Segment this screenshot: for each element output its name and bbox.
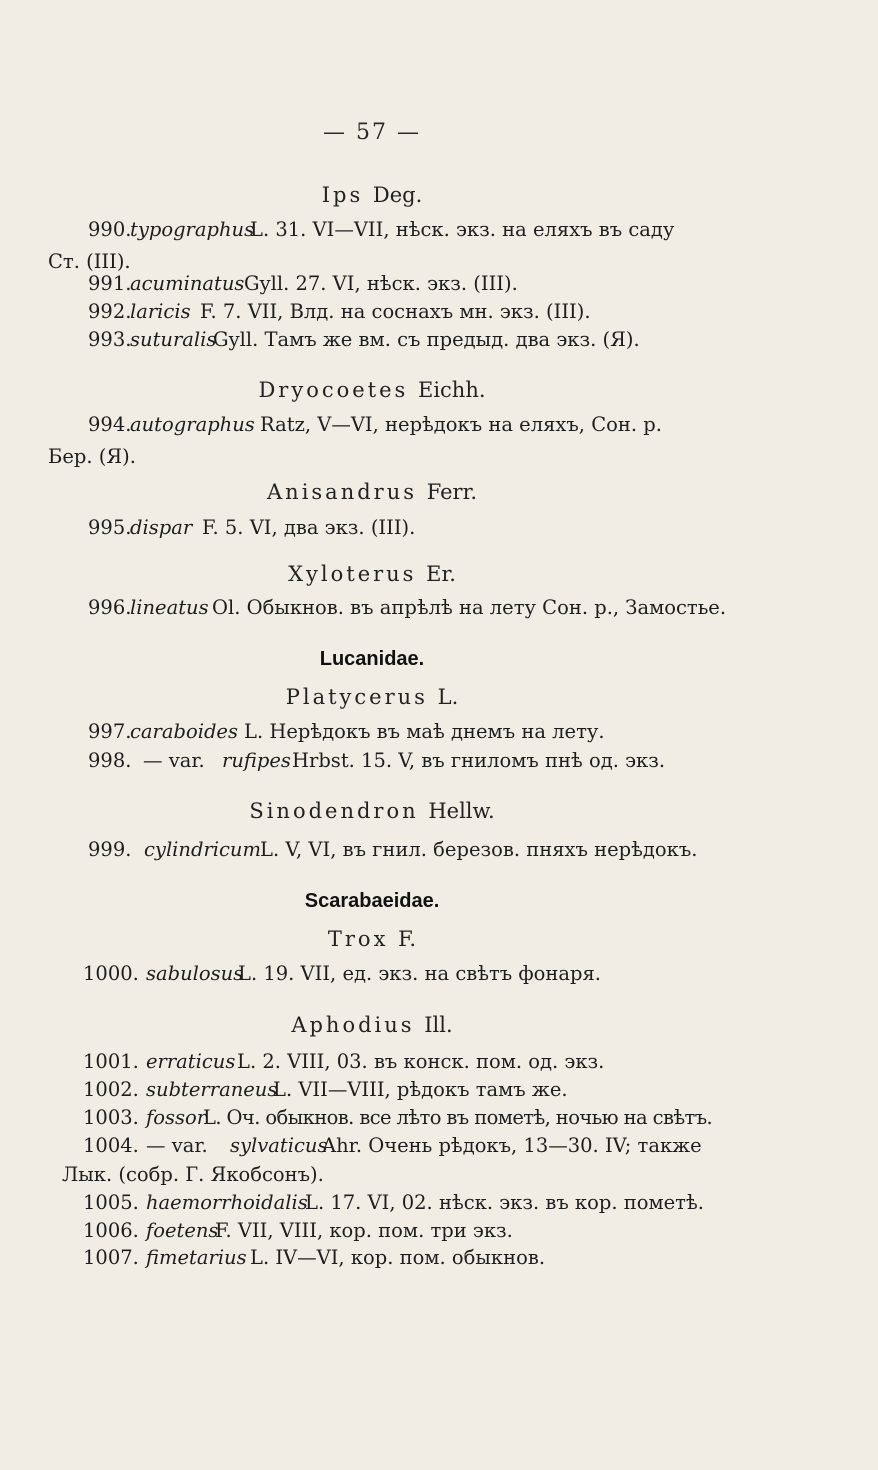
entry-continuation: Лык. (собр. Г. Якобсонъ). [62, 1163, 324, 1186]
entry-number: 1001. [83, 1050, 139, 1073]
genus-author: Deg. [372, 183, 423, 207]
entry-number: 999. [88, 838, 132, 861]
entry-number: 998. [88, 749, 132, 772]
entry-text: Gyll. Тамъ же вм. съ предыд. два экз. (Я). [213, 328, 640, 351]
genus-heading-trox [0, 927, 744, 951]
entry-number: 1006. [83, 1219, 139, 1242]
genus-author: Eichh. [418, 378, 486, 402]
genus-heading-ips [0, 183, 744, 207]
genus-heading-aphodius [0, 1013, 744, 1037]
entry-prefix: — var. [143, 749, 205, 772]
genus-name: Sinodendron [249, 799, 419, 823]
species-name: haemorrhoidalis [146, 1191, 308, 1214]
species-name: dispar [130, 516, 193, 539]
genus-author: Ill. [424, 1013, 453, 1037]
genus-name: Xyloterus [288, 562, 417, 586]
entry-text: Ol. Обыкнов. въ апрѣлѣ на лету Сон. р., Замостье. [212, 596, 727, 619]
entry-number: 1000. [83, 962, 139, 985]
genus-heading-dryocoetes [0, 378, 744, 402]
genus-name: Trox [327, 927, 389, 951]
species-name: fimetarius [146, 1246, 247, 1269]
entry-number: 996. [88, 596, 132, 619]
species-name: autographus [130, 413, 255, 436]
genus-author: Ferr. [426, 480, 477, 504]
species-name: fossor [146, 1106, 207, 1129]
page-number: — 57 — [323, 120, 421, 145]
species-name: typographus [130, 218, 255, 241]
genus-name: Aphodius [291, 1013, 415, 1037]
species-name: sylvaticus [230, 1134, 328, 1157]
genus-name: Ips [321, 183, 364, 207]
entry-number: 994. [88, 413, 132, 436]
species-name: rufipes [222, 749, 291, 772]
species-name: acuminatus [130, 272, 245, 295]
entry-text: F. 7. VII, Влд. на соснахъ мн. экз. (III). [200, 300, 591, 323]
entry-number: 995. [88, 516, 132, 539]
species-name: erraticus [146, 1050, 236, 1073]
entry-text: Ahr. Очень рѣдокъ, 13—30. IV; также [322, 1134, 702, 1157]
genus-author: Er. [426, 562, 456, 586]
entry-text: L. VII—VIII, рѣдокъ тамъ же. [273, 1078, 568, 1101]
species-name: cylindricum [144, 838, 261, 861]
species-name: subterraneus [146, 1078, 278, 1101]
genus-heading-anisandrus [0, 480, 744, 504]
entry-text: F. VII, VIII, кор. пом. три экз. [215, 1219, 513, 1242]
entry-text: L. V, VI, въ гнил. березов. пняхъ нерѣдокъ. [260, 838, 698, 861]
entry-text: L. 17. VI, 02. нѣск. экз. въ кор. пометѣ. [305, 1191, 704, 1214]
entry-text: L. Нерѣдокъ въ маѣ днемъ на лету. [244, 720, 605, 743]
entry-number: 991. [88, 272, 132, 295]
entry-text: L. 31. VI—VII, нѣск. экз. на еляхъ въ саду [250, 218, 675, 241]
entry-number: 990. [88, 218, 132, 241]
genus-heading-sinodendron [0, 799, 744, 823]
entry-number: 992. [88, 300, 132, 323]
entry-number: 993. [88, 328, 132, 351]
entry-number: 1004. [83, 1134, 139, 1157]
entry-prefix: — var. [146, 1134, 208, 1157]
entry-continuation: Бер. (Я). [48, 445, 136, 468]
species-name: foetens [146, 1219, 219, 1242]
entry-text: F. 5. VI, два экз. (III). [202, 516, 416, 539]
species-name: suturalis [130, 328, 217, 351]
genus-name: Platycerus [285, 685, 428, 709]
species-name: laricis [130, 300, 191, 323]
entry-number: 1002. [83, 1078, 139, 1101]
genus-heading-platycerus [0, 685, 744, 709]
family-heading-scarabaeidae: Scarabaeidae. [304, 890, 440, 912]
entry-text: Ratz, V—VI, нерѣдокъ на еляхъ, Сон. р. [260, 413, 662, 436]
genus-name: Anisandrus [267, 480, 418, 504]
entry-number: 997. [88, 720, 132, 743]
genus-author: Hellw. [428, 799, 495, 823]
genus-author: L. [437, 685, 459, 709]
species-name: caraboides [130, 720, 238, 743]
entry-text: Hrbst. 15. V, въ гниломъ пнѣ од. экз. [292, 749, 666, 772]
entry-continuation: Ст. (III). [48, 250, 131, 273]
species-name: sabulosus [146, 962, 244, 985]
genus-name: Dryocoetes [258, 378, 409, 402]
entry-text: L. 2. VIII, 03. въ конск. пом. од. экз. [237, 1050, 605, 1073]
family-heading-lucanidae: Lucanidae. [319, 648, 425, 670]
entry-text: L. IV—VI, кор. пом. обыкнов. [250, 1246, 546, 1269]
entry-text: L. Оч. обыкнов. все лѣто въ пометѣ, ночью на свѣтъ. [203, 1106, 713, 1129]
genus-heading-xyloterus [0, 562, 744, 586]
entry-number: 1003. [83, 1106, 139, 1129]
entry-text: Gyll. 27. VI, нѣск. экз. (III). [244, 272, 518, 295]
entry-number: 1007. [83, 1246, 139, 1269]
entry-number: 1005. [83, 1191, 139, 1214]
genus-author: F. [398, 927, 417, 951]
entry-text: L. 19. VII, ед. экз. на свѣтъ фонаря. [238, 962, 602, 985]
species-name: lineatus [130, 596, 209, 619]
